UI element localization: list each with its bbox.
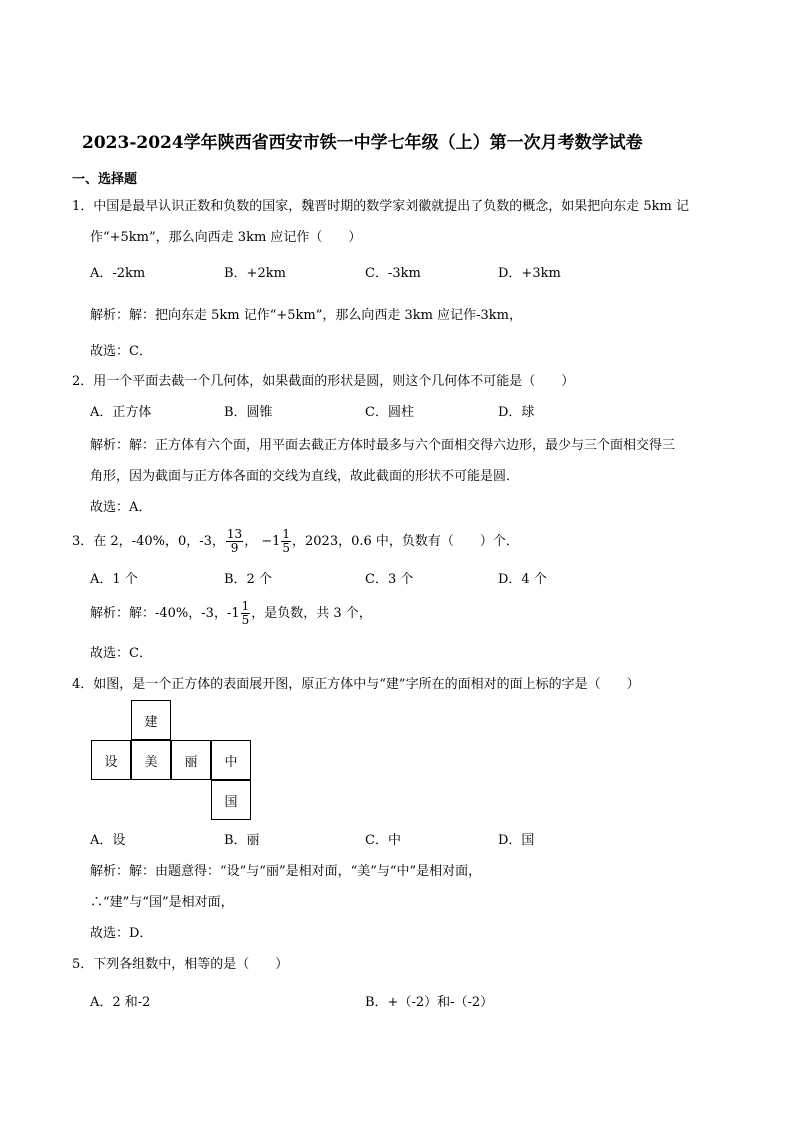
fraction-numerator: 1 <box>282 527 291 541</box>
question-3-post: ，2023，0.6 中，负数有（ ）个． <box>292 533 519 549</box>
question-3-analysis-pre: 解析：解：-40%，-3，-1 <box>90 605 240 621</box>
fraction-denominator: 9 <box>230 541 239 555</box>
question-1-answer: 故选：C． <box>90 344 152 359</box>
question-1-line-1: 1．中国是最早认识正数和负数的国家，魏晋时期的数学家刘徽就提出了负数的概念，如果把向东走 5km 记 <box>72 199 690 214</box>
question-1-option-b: B．+2km <box>224 266 286 281</box>
question-1-option-a: A．-2km <box>90 266 146 281</box>
question-3-separator: ， <box>244 533 258 549</box>
question-5-option-a: A．2 和-2 <box>90 995 151 1010</box>
fraction-numerator: 13 <box>226 527 243 541</box>
question-3-analysis <box>90 600 372 627</box>
question-1-line-2: 作“+5km”，那么向西走 3km 应记作（ ） <box>90 230 362 245</box>
question-1-option-d: D．+3km <box>498 266 561 281</box>
question-4-analysis-1: 解析：解：由题意得：“设”与“丽”是相对面，“美”与“中”是相对面， <box>90 864 482 879</box>
section-heading: 一、选择题 <box>72 172 138 187</box>
question-4-option-c: C．中 <box>365 833 401 848</box>
fraction-numerator: 1 <box>241 599 250 613</box>
question-4-line-1: 4．如图，是一个正方体的表面展开图，原正方体中与“建”字所在的面相对的面上标的字是（ ） <box>72 677 640 692</box>
question-3-option-b: B．2 个 <box>224 572 272 587</box>
fraction-denominator: 5 <box>282 541 291 555</box>
question-1-option-c: C．-3km <box>365 266 421 281</box>
question-3-line-1 <box>72 528 519 555</box>
net-cell-row-2: 美 <box>131 740 171 780</box>
question-3-option-a: A．1 个 <box>90 572 138 587</box>
mixed-number-whole: −1 <box>261 533 281 549</box>
cube-net-figure <box>91 700 255 824</box>
question-2-option-b: B．圆锥 <box>224 405 273 420</box>
question-4-analysis-2: ∴“建”与“国”是相对面， <box>90 895 234 910</box>
net-cell-row-3: 丽 <box>171 740 211 780</box>
question-3-analysis-post: ，是负数，共 3 个， <box>251 605 372 621</box>
question-3-option-d: D．4 个 <box>498 572 547 587</box>
net-cell-top: 建 <box>131 700 171 740</box>
net-cell-bottom: 国 <box>211 780 251 820</box>
question-4-option-d: D．国 <box>498 833 535 848</box>
fraction-1-5 <box>281 528 291 555</box>
question-4-answer: 故选：D． <box>90 926 153 941</box>
question-2-answer: 故选：A． <box>90 500 152 515</box>
question-4-option-b: B．丽 <box>224 833 260 848</box>
question-3-option-c: C．3 个 <box>365 572 414 587</box>
page-title: 2023-2024学年陕西省西安市铁一中学七年级（上）第一次月考数学试卷 <box>82 133 643 153</box>
fraction-1-5 <box>241 600 251 627</box>
question-5-option-b: B．+（-2）和-（-2） <box>365 995 494 1010</box>
question-2-option-d: D．球 <box>498 405 535 420</box>
question-5-line-1: 5．下列各组数中，相等的是（ ） <box>72 957 289 972</box>
question-3-answer: 故选：C． <box>90 646 152 661</box>
fraction-13-9 <box>226 528 243 555</box>
question-2-option-c: C．圆柱 <box>365 405 414 420</box>
question-2-option-a: A．正方体 <box>90 405 152 420</box>
question-4-option-a: A．设 <box>90 833 126 848</box>
question-2-analysis-1: 解析：解：正方体有六个面，用平面去截正方体时最多与六个面相交得六边形，最少与三个面相交得三 <box>90 438 676 453</box>
net-cell-row-4: 中 <box>211 740 251 780</box>
fraction-denominator: 5 <box>241 613 250 627</box>
question-1-analysis: 解析：解：把向东走 5km 记作“+5km”，那么向西走 3km 应记作-3km， <box>90 308 523 323</box>
question-2-line-1: 2．用一个平面去截一个几何体，如果截面的形状是圆，则这个几何体不可能是（ ） <box>72 374 575 389</box>
question-2-analysis-2: 角形，因为截面与正方体各面的交线为直线，故此截面的形状不可能是圆． <box>90 469 520 484</box>
question-3-pre: 3．在 2，-40%，0，-3， <box>72 533 225 549</box>
net-cell-row-1: 设 <box>91 740 131 780</box>
